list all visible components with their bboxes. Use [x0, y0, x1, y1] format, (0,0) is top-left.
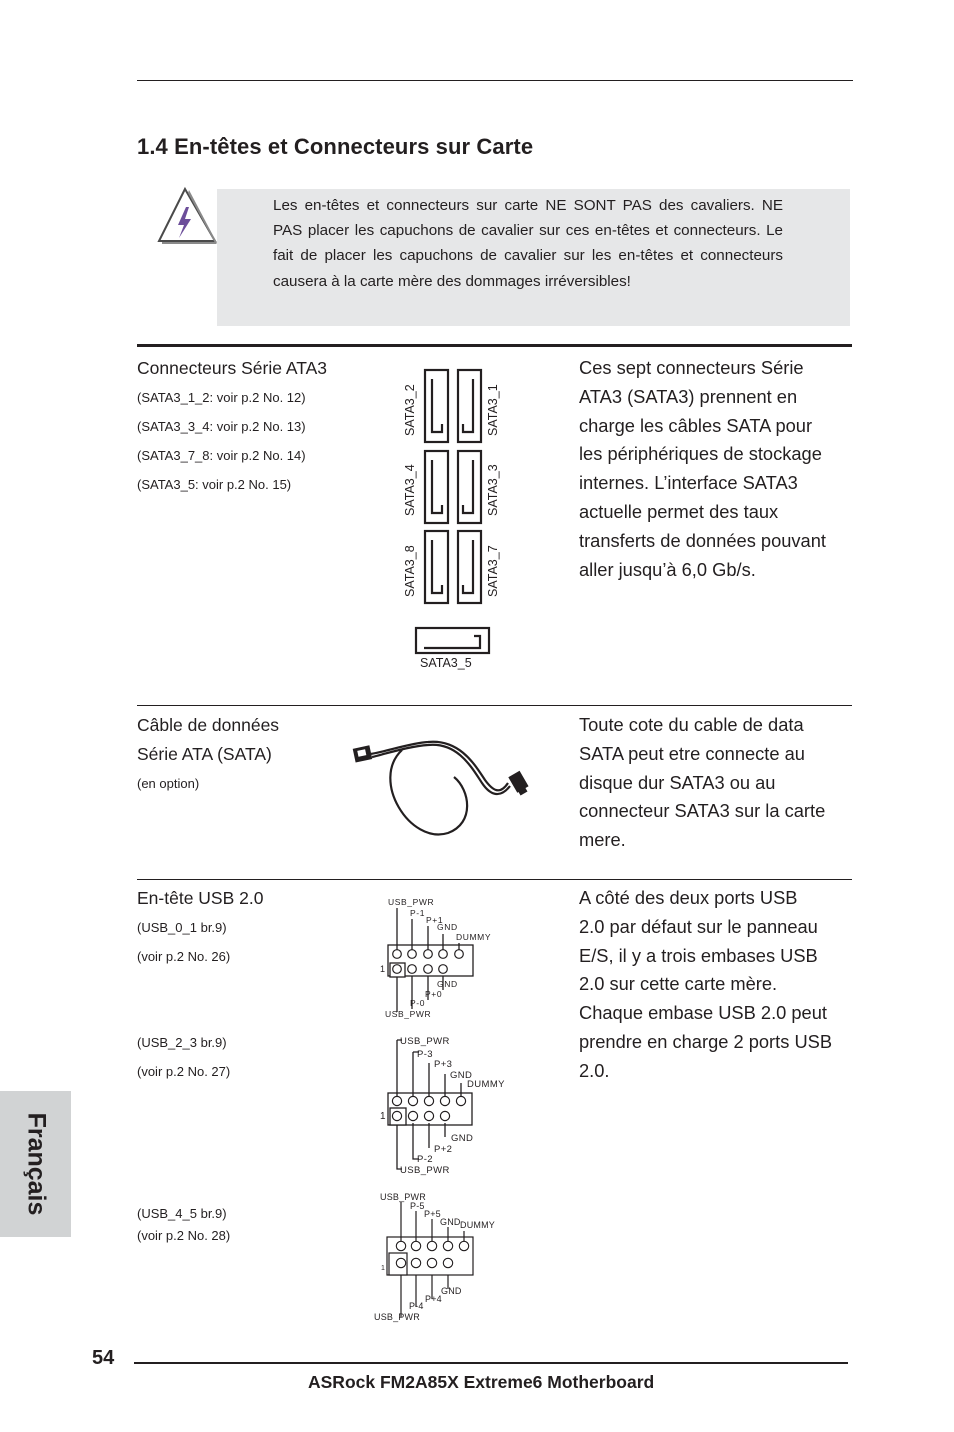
cable-note: (en option): [137, 776, 200, 791]
cable-desc-line: mere.: [579, 829, 626, 851]
pin-label-usb-pwr-bottom: USB_PWR: [385, 1009, 432, 1019]
pin-label-gnd-bottom: GND: [451, 1133, 474, 1144]
pin-label-p-plus-top: P+5: [424, 1209, 441, 1219]
usb-desc-line: 2.0.: [579, 1059, 610, 1081]
sata3-8-label: SATA3_8: [403, 545, 417, 597]
sata3-4-label: SATA3_4: [403, 464, 417, 516]
pin-label-gnd-top: GND: [450, 1070, 473, 1081]
pin-label-p-plus-bottom: P+2: [434, 1144, 453, 1155]
pin-label-p-plus-bottom: P+0: [425, 989, 443, 999]
pin-label-usb-pwr-bottom: USB_PWR: [400, 1165, 450, 1176]
pin-label-p-minus-top: P-3: [417, 1049, 433, 1060]
language-side-tab: [0, 1091, 71, 1237]
language-label: Français: [22, 1112, 50, 1216]
usb-header-3-name: (USB_4_5 br.9): [137, 1206, 227, 1221]
usb-header-1-diagram: [378, 893, 508, 1025]
pin-label-p-minus-bottom: P-2: [417, 1154, 433, 1165]
pin-label-usb-pwr-top: USB_PWR: [388, 897, 435, 907]
cable-desc-line: connecteur SATA3 sur la carte: [579, 800, 826, 822]
sata-description: [579, 354, 854, 584]
page-number: 54: [92, 1347, 115, 1369]
usb-desc-line: 2.0 par défaut sur le panneau: [579, 915, 818, 937]
sata3-7-label: SATA3_7: [486, 545, 500, 597]
pin-label-gnd-bottom: GND: [441, 1286, 462, 1296]
sata-cable-illustration: [350, 725, 540, 845]
usb-header-3-ref: (voir p.2 No. 28): [137, 1228, 231, 1243]
pin-label-p-plus-top: P+3: [434, 1059, 453, 1070]
usb-header-2-ref: (voir p.2 No. 27): [137, 1064, 231, 1079]
sata-title: Connecteurs Série ATA3: [137, 358, 328, 378]
pin-one-label: 1: [380, 964, 386, 974]
sata-desc-line: actuelle permet des taux: [579, 500, 779, 522]
pin-label-gnd-bottom: GND: [437, 979, 458, 989]
sata-desc-line: les périphériques de stockage: [579, 443, 822, 465]
pin-one-label: 1: [381, 1265, 386, 1272]
footer-title: ASRock FM2A85X Extreme6 Motherboard: [308, 1372, 655, 1392]
cable-desc-line: disque dur SATA3 ou au: [579, 771, 776, 793]
pin-label-p-minus-bottom: P-4: [409, 1301, 424, 1311]
usb-header-3-diagram: [372, 1189, 502, 1323]
usb-header-1-name: (USB_0_1 br.9): [137, 920, 227, 935]
sata-desc-line: ATA3 (SATA3) prennent en: [579, 385, 798, 407]
cable-desc-line: SATA peut etre connecte au: [579, 742, 805, 764]
cable-desc-line: Toute cote du cable de data: [579, 714, 804, 735]
pin-label-p-minus-top: P-5: [410, 1201, 425, 1211]
sata-ref-3: (SATA3_7_8: voir p.2 No. 14): [137, 448, 306, 463]
cable-title-line2: Série ATA (SATA): [137, 744, 272, 764]
sata-connector-diagram: [396, 366, 508, 672]
section-rule-sata: [137, 344, 852, 347]
sata-desc-line: aller jusqu’à 6,0 Gb/s.: [579, 558, 756, 580]
pin-label-p-plus-top: P+1: [426, 915, 444, 925]
usb-desc-line: 2.0 sur cette carte mère.: [579, 973, 778, 995]
sata3-1-label: SATA3_1: [486, 384, 500, 436]
cable-description: [579, 711, 854, 855]
pin-label-gnd-top: GND: [440, 1217, 461, 1227]
usb-desc-line: prendre en charge 2 ports USB: [579, 1030, 833, 1052]
sata-desc-line: transferts de données pouvant: [579, 529, 826, 551]
section-rule-cable: [137, 705, 852, 706]
top-rule: [137, 80, 853, 81]
usb-description: [579, 884, 854, 1086]
pin-label-p-plus-bottom: P+4: [425, 1294, 442, 1304]
warning-text: Les en-têtes et connecteurs sur carte NE SONT PAS des cavaliers. NE PAS placer les capuchons de cavalier sur ces en-têtes et connecteurs. Le fait de placer les capuchons de cavalier sur les en-têtes et connecteurs causera à la carte mère des dommages irréversibles!: [273, 197, 783, 290]
sata-desc-line: Ces sept connecteurs Série: [579, 357, 804, 378]
usb-title: En-tête USB 2.0: [137, 888, 264, 908]
pin-label-p-minus-top: P-1: [410, 908, 426, 918]
sata3-3-label: SATA3_3: [486, 464, 500, 516]
sata3-5-label: SATA3_5: [420, 656, 472, 670]
usb-desc-line: A côté des deux ports USB: [579, 887, 798, 908]
cable-title-line1: Câble de données: [137, 715, 280, 735]
pin-one-label: 1: [380, 1111, 386, 1122]
usb-header-2-diagram: [378, 1032, 508, 1177]
pin-label-dummy: DUMMY: [460, 1220, 495, 1230]
sata3-2-label: SATA3_2: [403, 384, 417, 436]
sata-ref-1: (SATA3_1_2: voir p.2 No. 12): [137, 390, 306, 405]
section-title: 1.4 En-têtes et Connecteurs sur Carte: [137, 134, 534, 159]
sata-desc-line: charge les câbles SATA pour: [579, 414, 813, 436]
pin-label-dummy: DUMMY: [456, 932, 492, 942]
pin-label-usb-pwr-top: USB_PWR: [400, 1036, 450, 1047]
pin-label-gnd-top: GND: [437, 922, 458, 932]
section-rule-usb: [137, 879, 852, 880]
usb-desc-line: Chaque embase USB 2.0 peut: [579, 1002, 827, 1024]
usb-header-1-ref: (voir p.2 No. 26): [137, 949, 231, 964]
sata-ref-2: (SATA3_3_4: voir p.2 No. 13): [137, 419, 306, 434]
pin-label-usb-pwr-top: USB_PWR: [380, 1192, 426, 1202]
sata-desc-line: internes. L’interface SATA3: [579, 472, 798, 494]
usb-header-2-name: (USB_2_3 br.9): [137, 1035, 227, 1050]
warning-icon: [155, 185, 219, 247]
footer-rule: [134, 1362, 848, 1364]
pin-label-usb-pwr-bottom: USB_PWR: [374, 1312, 420, 1322]
pin-label-dummy: DUMMY: [467, 1079, 505, 1090]
usb-desc-line: E/S, il y a trois embases USB: [579, 944, 818, 966]
pin-label-p-minus-bottom: P-0: [410, 998, 426, 1008]
sata-ref-4: (SATA3_5: voir p.2 No. 15): [137, 477, 292, 492]
